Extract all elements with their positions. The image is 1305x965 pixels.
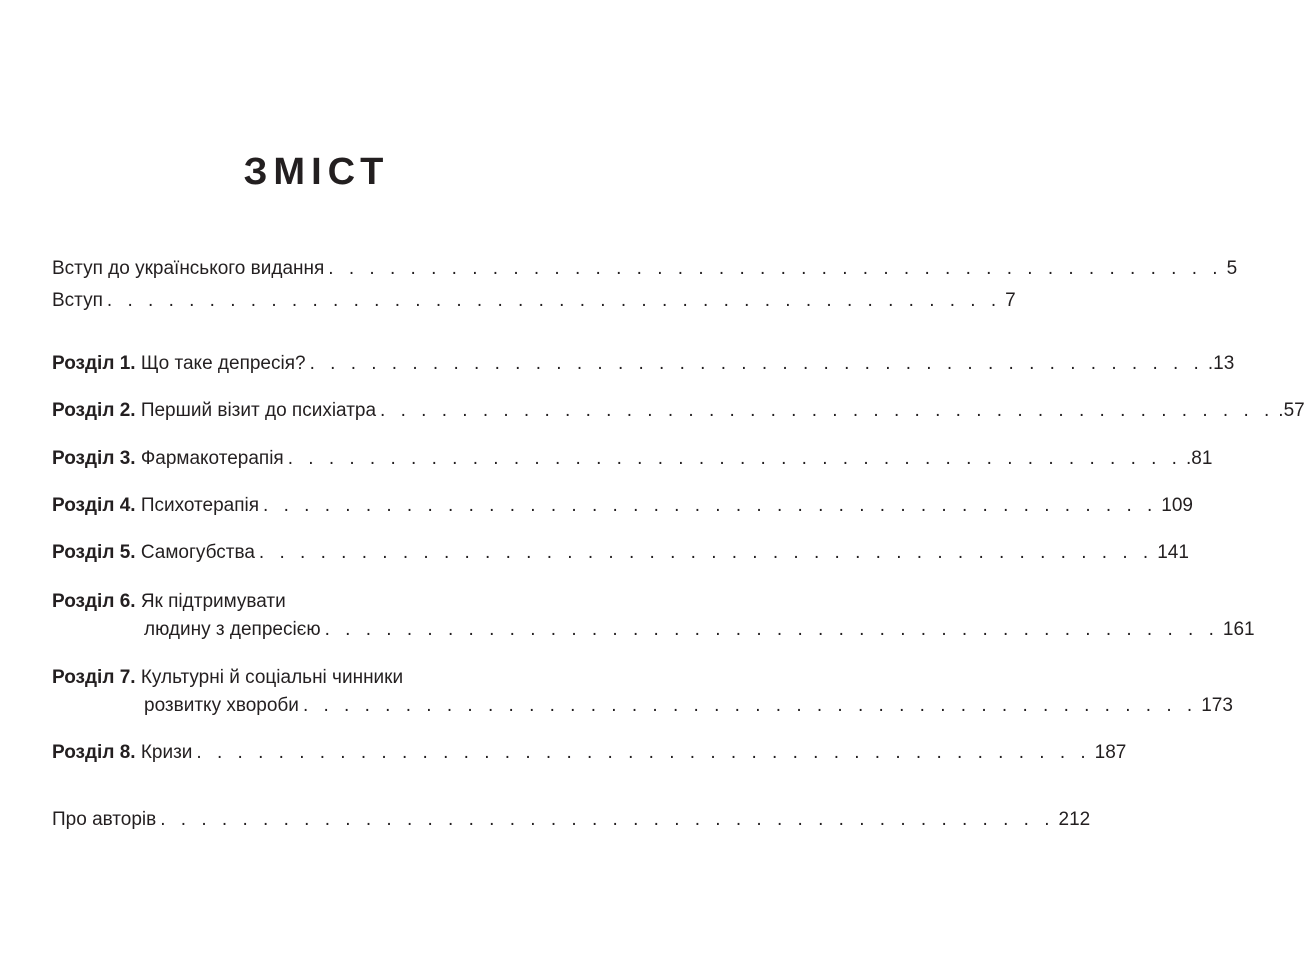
leader-dots: . . . . . . . . . . . . . . . . . . . . . . . . . . . . . . . . . . . . . . . . . . . . [263, 495, 1158, 516]
toc-entry-about-authors[interactable] [52, 806, 1091, 834]
page-number: .81 [1185, 448, 1213, 469]
chapter-number: Розділ 8. [52, 742, 136, 763]
leader-dots: . . . . . . . . . . . . . . . . . . . . . . . . . . . . . . . . . . . . . . . . . . . . [328, 258, 1223, 279]
chapter-title: Самогубства [140, 542, 255, 563]
chapter-title: Культурні й соціальні чинники [140, 667, 404, 688]
chapter-title: Що таке депресія? [140, 353, 306, 374]
toc-entry-chapter-7-line1[interactable] [52, 664, 536, 692]
toc-entry-intro[interactable] [52, 287, 1016, 315]
page-number: 161 [1222, 619, 1255, 640]
toc-entry-label: Вступ [52, 290, 103, 311]
chapter-number: Розділ 2. [52, 400, 136, 421]
page-number: 7 [1005, 290, 1016, 311]
page-number: .13 [1207, 353, 1235, 374]
chapter-number: Розділ 6. [52, 591, 136, 612]
toc-entry-chapter-6-line2[interactable] [144, 616, 1255, 644]
leader-dots: . . . . . . . . . . . . . . . . . . . . . . . . . . . . . . . . . . . . . . . . . . . . [106, 290, 1002, 311]
page-number: 212 [1058, 809, 1091, 830]
leader-dots: . . . . . . . . . . . . . . . . . . . . . . . . . . . . . . . . . . . . . . . . . . . . [302, 695, 1198, 716]
chapter-title: Фармакотерапія [140, 448, 284, 469]
leader-dots: . . . . . . . . . . . . . . . . . . . . . . . . . . . . . . . . . . . . . . . . . . . . [380, 400, 1275, 421]
toc-entry-chapter-2[interactable] [52, 397, 1305, 425]
page-number: 5 [1226, 258, 1238, 279]
page-title: ЗМІСТ [243, 151, 390, 193]
page-number: 173 [1201, 695, 1233, 716]
toc-entry-chapter-6-line1[interactable] [52, 588, 536, 616]
toc-entry-label: Вступ до українського видання [52, 258, 325, 279]
leader-dots: . . . . . . . . . . . . . . . . . . . . . . . . . . . . . . . . . . . . . . . . . . . . [196, 742, 1091, 763]
chapter-number: Розділ 5. [52, 542, 136, 563]
chapter-title-continued: розвитку хвороби [144, 695, 299, 716]
toc-entry-label: Про авторів [52, 809, 157, 830]
toc-entry-chapter-8[interactable] [52, 739, 1127, 767]
toc-entry-intro-ukrainian[interactable] [52, 255, 1238, 283]
toc-entry-chapter-5[interactable] [52, 539, 1189, 567]
toc-entry-chapter-7-line2[interactable] [144, 692, 1233, 720]
chapter-title: Кризи [140, 742, 193, 763]
page-number: .57 [1278, 400, 1305, 421]
leader-dots: . . . . . . . . . . . . . . . . . . . . . . . . . . . . . . . . . . . . . . . . . . . . [258, 542, 1154, 563]
leader-dots: . . . . . . . . . . . . . . . . . . . . . . . . . . . . . . . . . . . . . . . . . . . . [309, 353, 1204, 374]
chapter-title: Психотерапія [140, 495, 260, 516]
toc-entry-chapter-1[interactable] [52, 350, 1235, 378]
page-number: 187 [1094, 742, 1127, 763]
leader-dots: . . . . . . . . . . . . . . . . . . . . . . . . . . . . . . . . . . . . . . . . . . . . [287, 448, 1182, 469]
leader-dots: . . . . . . . . . . . . . . . . . . . . . . . . . . . . . . . . . . . . . . . . . . . . [160, 809, 1055, 830]
chapter-number: Розділ 4. [52, 495, 136, 516]
leader-dots: . . . . . . . . . . . . . . . . . . . . . . . . . . . . . . . . . . . . . . . . . . . . [324, 619, 1219, 640]
chapter-title: Перший візит до психіатра [140, 400, 377, 421]
page-number: 141 [1157, 542, 1189, 563]
chapter-number: Розділ 7. [52, 667, 136, 688]
chapter-title: Як підтримувати [140, 591, 286, 612]
toc-entry-chapter-3[interactable] [52, 445, 1213, 473]
toc-entry-chapter-4[interactable] [52, 492, 1193, 520]
chapter-number: Розділ 1. [52, 353, 136, 374]
page-number: 109 [1161, 495, 1193, 516]
chapter-title-continued: людину з депресією [144, 619, 321, 640]
chapter-number: Розділ 3. [52, 448, 136, 469]
